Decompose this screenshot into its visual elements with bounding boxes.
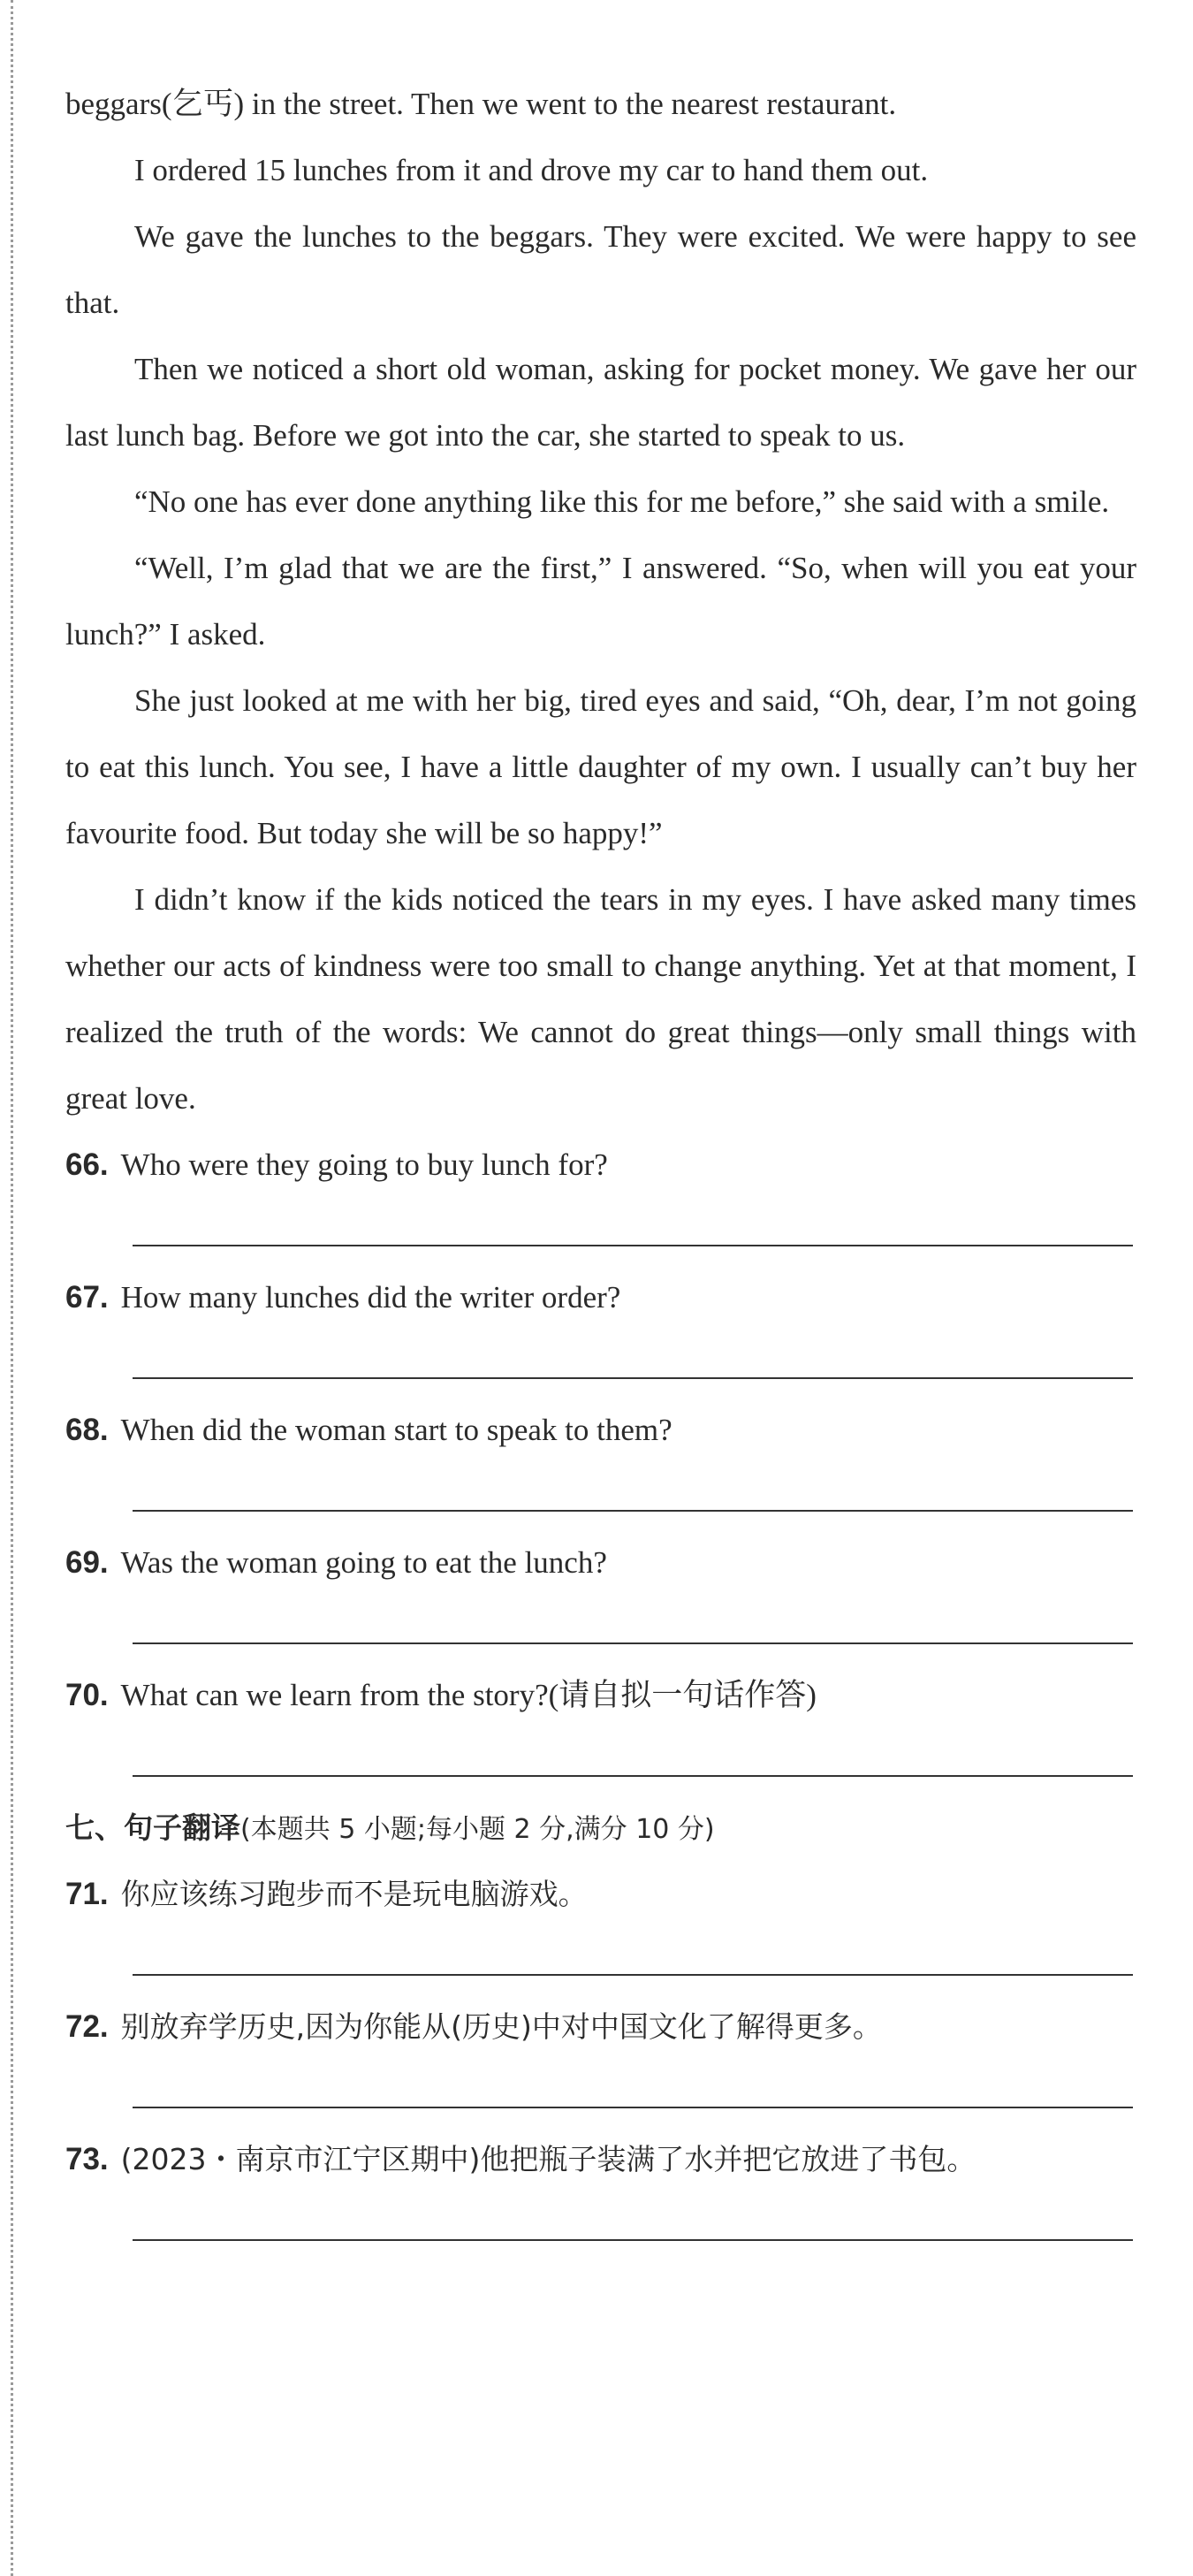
answer-line-72[interactable] <box>65 2060 1136 2126</box>
answer-line-70[interactable] <box>65 1728 1136 1795</box>
question-73 <box>65 2126 1136 2192</box>
worksheet-page <box>65 71 1136 2259</box>
question-number: 73. <box>65 2142 109 2176</box>
question-71 <box>65 1861 1136 1927</box>
passage-paragraph-1: beggars(乞丐) in the street. Then we went to the nearest restaurant. <box>65 87 897 121</box>
passage-paragraph-3: We gave the lunches to the beggars. They were excited. We were happy to see that. <box>65 219 1136 320</box>
passage-paragraph-8: I didn’t know if the kids noticed the tears in my eyes. I have asked many times whether our acts of kindness were too small to change anything. Yet at that moment, I realized the truth of the words: We cannot do great things—only small things with great love. <box>65 882 1136 1116</box>
answer-line-68[interactable] <box>65 1463 1136 1529</box>
question-text: What can we learn from the story?(请自拟一句话作答) <box>120 1678 817 1712</box>
question-text: When did the woman start to speak to them? <box>120 1413 672 1447</box>
passage-paragraph-4: Then we noticed a short old woman, asking for pocket money. We gave her our last lunch bag. Before we got into the car, she started to speak to us. <box>65 352 1136 453</box>
question-text: 你应该练习跑步而不是玩电脑游戏。 <box>120 1877 588 1911</box>
question-text: How many lunches did the writer order? <box>120 1280 621 1315</box>
passage-paragraph-7: She just looked at me with her big, tired eyes and said, “Oh, dear, I’m not going to eat this lunch. You see, I have a little daughter of my own. I usually can’t buy her favourite food. But today she will be so happy!” <box>65 683 1136 850</box>
binding-margin <box>11 0 26 2576</box>
question-66 <box>65 1132 1136 1198</box>
question-number: 68. <box>65 1413 109 1447</box>
question-68 <box>65 1397 1136 1463</box>
question-70 <box>65 1662 1136 1728</box>
answer-line-69[interactable] <box>65 1596 1136 1662</box>
passage-paragraph-6: “Well, I’m glad that we are the first,” I answered. “So, when will you eat your lunch?” I asked. <box>65 551 1136 652</box>
section-heading-translation <box>65 1795 1136 1861</box>
question-number: 70. <box>65 1678 109 1712</box>
question-text: Who were they going to buy lunch for? <box>120 1147 608 1182</box>
question-69 <box>65 1529 1136 1596</box>
question-72 <box>65 1993 1136 2060</box>
passage-paragraph-5: “No one has ever done anything like this for me before,” she said with a smile. <box>134 484 1110 519</box>
question-text: 别放弃学历史,因为你能从(历史)中对中国文化了解得更多。 <box>120 2009 882 2044</box>
passage-paragraph-2: I ordered 15 lunches from it and drove my car to hand them out. <box>134 153 929 187</box>
answer-line-66[interactable] <box>65 1198 1136 1264</box>
question-67 <box>65 1264 1136 1330</box>
answer-line-71[interactable] <box>65 1927 1136 1993</box>
question-number: 71. <box>65 1877 109 1911</box>
section-note: (本题共 5 小题;每小题 2 分,满分 10 分) <box>240 1814 715 1845</box>
answer-line-73[interactable] <box>65 2192 1136 2259</box>
question-text: (2023・南京市江宁区期中)他把瓶子装满了水并把它放进了书包。 <box>120 2142 976 2176</box>
question-number: 72. <box>65 2009 109 2044</box>
answer-line-67[interactable] <box>65 1330 1136 1397</box>
question-text: Was the woman going to eat the lunch? <box>120 1545 607 1580</box>
question-number: 66. <box>65 1147 109 1182</box>
section-title: 七、句子翻译 <box>65 1810 240 1845</box>
question-number: 67. <box>65 1280 109 1315</box>
question-number: 69. <box>65 1545 109 1580</box>
